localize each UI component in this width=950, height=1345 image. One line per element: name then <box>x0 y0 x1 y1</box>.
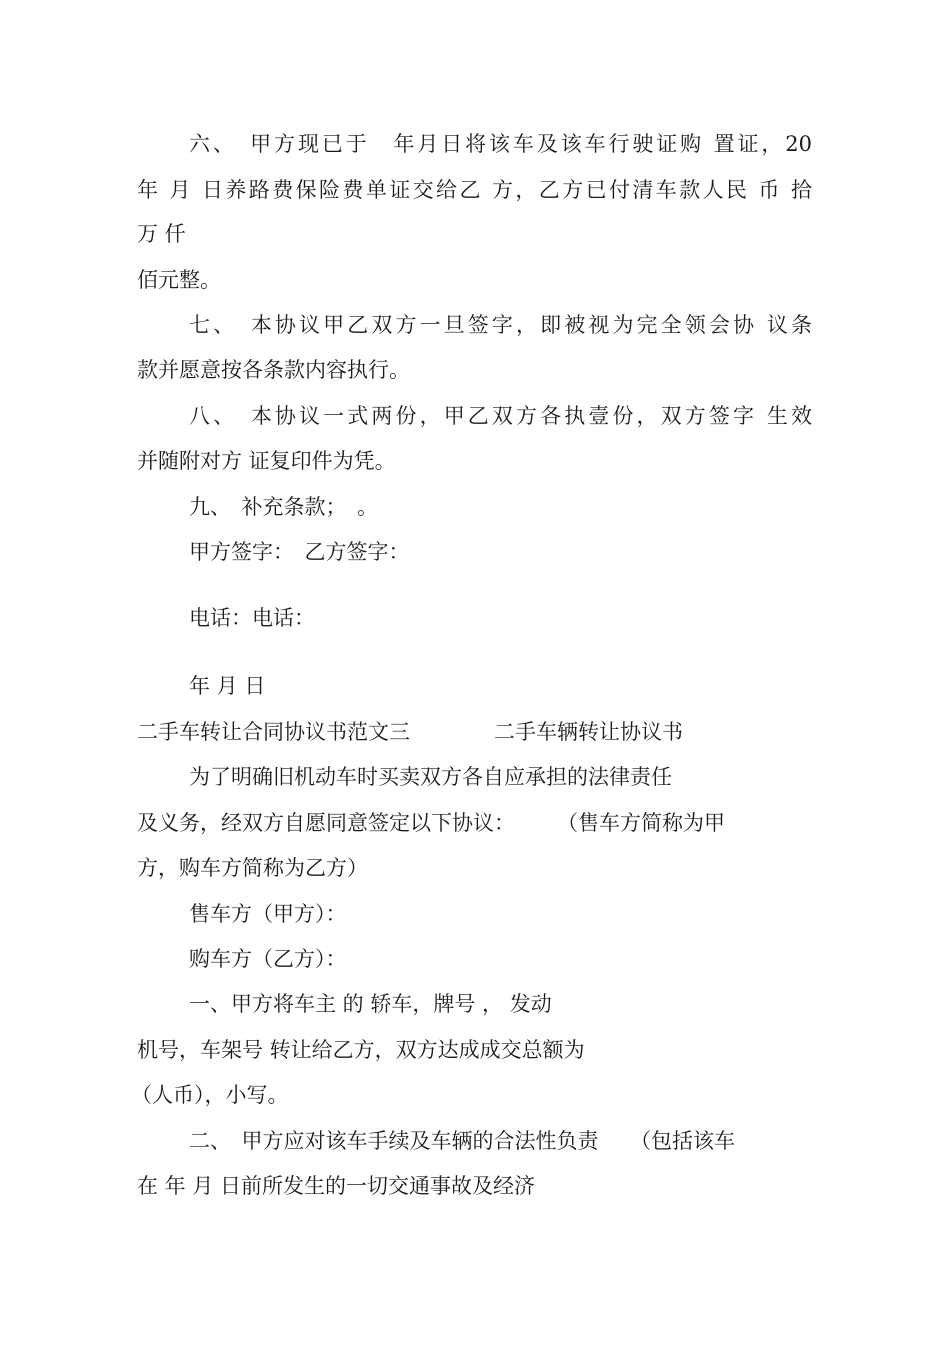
clause-6-line-2: 年 月 日养路费保险费单证交给乙 方，乙方已付清车款人民 币 拾 <box>137 178 812 202</box>
clause-6-line-4: 佰元整。 <box>137 268 221 292</box>
preamble-line-2: 及义务，经双方自愿同意签定以下协议： （售车方简称为甲 <box>137 811 725 835</box>
clause-7-line-1: 七、 本协议甲乙双方一旦签字，即被视为完全领会协 议条 <box>189 313 812 337</box>
clause-1-line-3: （人币），小写。 <box>131 1083 289 1107</box>
section-heading: 二手车转让合同协议书范文三 二手车辆转让协议书 <box>137 720 683 744</box>
clause-6-line-3: 万 仟 <box>137 222 186 246</box>
clause-9: 九、 补充条款； 。 <box>189 495 378 519</box>
clause-1-line-2: 机号，车架号 转让给乙方，双方达成成交总额为 <box>137 1038 585 1062</box>
clause-8-line-1: 八、 本协议一式两份，甲乙双方各执壹份，双方签字 生效 <box>189 404 812 428</box>
signature-line: 甲方签字： 乙方签字： <box>189 540 410 564</box>
date-line: 年 月 日 <box>189 674 266 698</box>
clause-8-line-2: 并随附对方 证复印件为凭。 <box>137 449 396 473</box>
buyer-line: 购车方（乙方）： <box>189 947 347 971</box>
preamble-line-1: 为了明确旧机动车时买卖双方各自应承担的法律责任 <box>189 765 672 789</box>
clause-2-line-1: 二、 甲方应对该车手续及车辆的合法性负责 （包括该车 <box>189 1129 735 1153</box>
seller-line: 售车方（甲方）： <box>189 902 347 926</box>
clause-1-line-1: 一、甲方将车主 的 轿车，牌号 ， 发动 <box>189 992 552 1016</box>
clause-7-line-2: 款并愿意按各条款内容执行。 <box>137 358 410 382</box>
clause-6-line-1: 六、 甲方现已于 年月日将该车及该车行驶证购 置证，20 <box>189 132 812 156</box>
clause-2-line-2: 在 年 月 日前所发生的一切交通事故及经济 <box>137 1174 536 1198</box>
phone-line: 电话：电话： <box>189 606 315 630</box>
preamble-line-3: 方，购车方简称为乙方） <box>137 856 368 880</box>
